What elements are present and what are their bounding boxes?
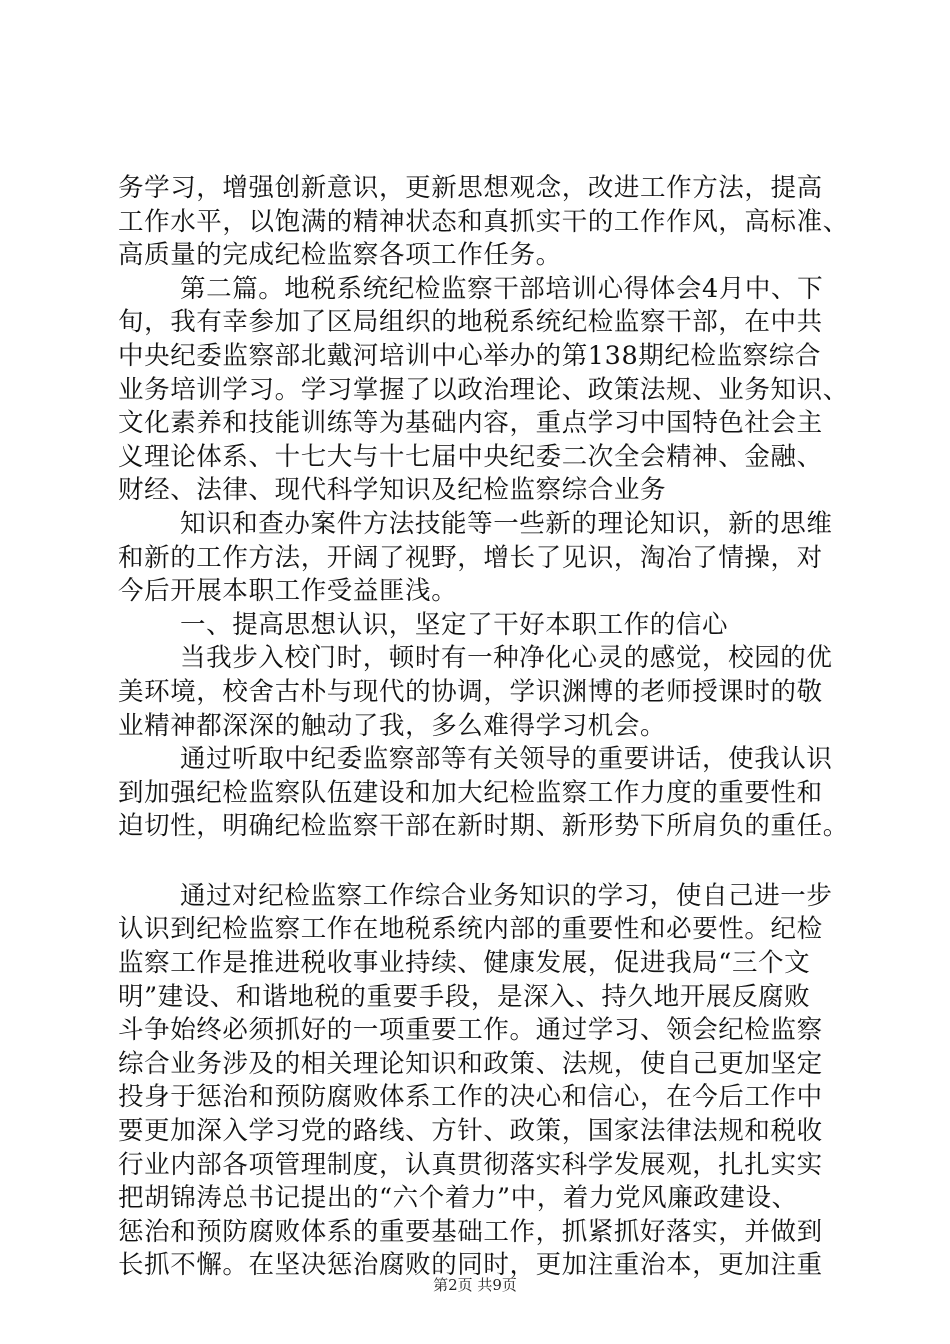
text-line: 惩治和预防腐败体系的重要基础工作，抓紧抓好落实，并做到	[118, 1216, 823, 1247]
text-line: 到加强纪检监察队伍建设和加大纪检监察工作力度的重要性和	[118, 777, 823, 808]
text-line: 今后开展本职工作受益匪浅。	[118, 576, 458, 607]
text-line: 义理论体系、十七大与十七届中央纪委二次全会精神、金融、	[118, 441, 823, 472]
text-line: 业务培训学习。学习掌握了以政治理论、政策法规、业务知识、	[118, 374, 849, 405]
section-heading-line: 第二篇。地税系统纪检监察干部培训心得体会4月中、下	[180, 273, 824, 304]
subheading-line: 一、提高思想认识，坚定了干好本职工作的信心	[180, 609, 729, 640]
text-line: 把胡锦涛总书记提出的“六个着力”中，着力党风廉政建设、	[118, 1183, 798, 1214]
text-line: 行业内部各项管理制度，认真贯彻落实科学发展观，扎扎实实	[118, 1149, 823, 1180]
text-line: 知识和查办案件方法技能等一些新的理论知识，新的思维	[180, 508, 833, 539]
text-line: 要更加深入学习党的路线、方针、政策，国家法律法规和税收	[118, 1116, 823, 1147]
text-line: 工作水平，以饱满的精神状态和真抓实干的工作作风，高标准、	[118, 206, 849, 237]
text-line: 业精神都深深的触动了我，多么难得学习机会。	[118, 710, 667, 741]
text-line: 财经、法律、现代科学知识及纪检监察综合业务	[118, 475, 667, 506]
paragraph-gap	[118, 844, 840, 880]
text-line: 通过听取中纪委监察部等有关领导的重要讲话，使我认识	[180, 744, 833, 775]
text-line: 旬，我有幸参加了区局组织的地税系统纪检监察干部，在中共	[118, 307, 823, 338]
text-line: 投身于惩治和预防腐败体系工作的决心和信心，在今后工作中	[118, 1082, 823, 1113]
text-line: 长抓不懈。在坚决惩治腐败的同时，更加注重治本，更加注重	[118, 1250, 823, 1281]
page-number-footer: 第2页 共9页	[433, 1276, 517, 1294]
text-line: 明”建设、和谐地税的重要手段，是深入、持久地开展反腐败	[118, 981, 811, 1012]
text-line: 综合业务涉及的相关理论知识和政策、法规，使自己更加坚定	[118, 1048, 823, 1079]
text-line: 认识到纪检监察工作在地税系统内部的重要性和必要性。纪检	[118, 914, 823, 945]
text-line: 中央纪委监察部北戴河培训中心举办的第138期纪检监察综合	[118, 340, 821, 371]
text-line: 高质量的完成纪检监察各项工作任务。	[118, 240, 562, 271]
text-line: 当我步入校门时，顿时有一种净化心灵的感觉，校园的优	[180, 643, 833, 674]
text-line: 斗争始终必须抓好的一项重要工作。通过学习、领会纪检监察	[118, 1015, 823, 1046]
text-line: 迫切性，明确纪检监察干部在新时期、新形势下所肩负的重任。	[118, 811, 849, 842]
text-line: 和新的工作方法，开阔了视野，增长了见识，淘冶了情操，对	[118, 542, 823, 573]
text-line: 通过对纪检监察工作综合业务知识的学习，使自己进一步	[180, 880, 833, 911]
text-line: 文化素养和技能训练等为基础内容，重点学习中国特色社会主	[118, 408, 823, 439]
document-body	[118, 172, 849, 1283]
text-line: 监察工作是推进税收事业持续、健康发展，促进我局“三个文	[118, 948, 811, 979]
text-line: 美环境，校舍古朴与现代的协调，学识渊博的老师授课时的敬	[118, 676, 823, 707]
text-line: 务学习，增强创新意识，更新思想观念，改进工作方法，提高	[118, 173, 823, 203]
